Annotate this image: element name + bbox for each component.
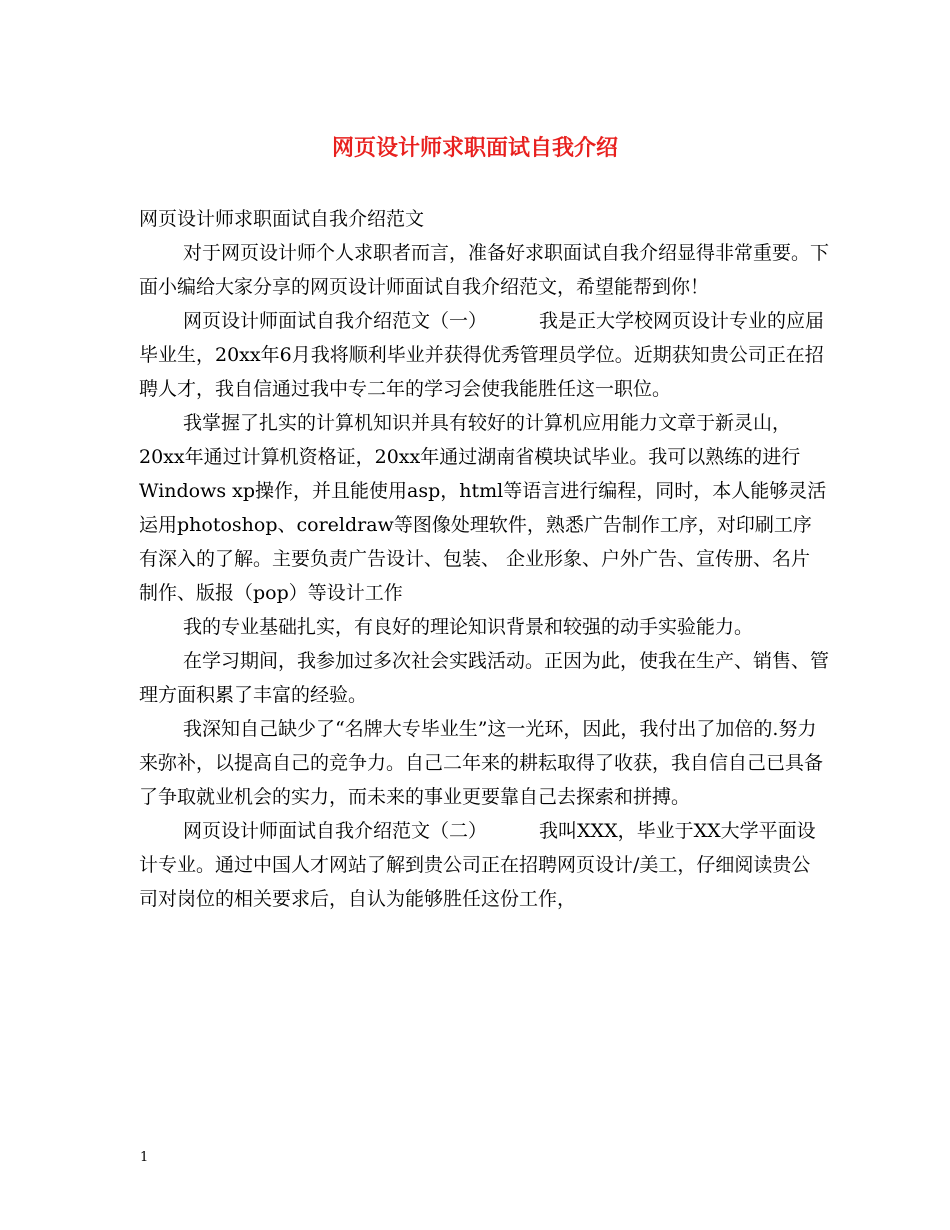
intro-paragraph: 对于网页设计师个人求职者而言，准备好求职面试自我介绍显得非常重要。下面小编给大家分享的网页设计师面试自我介绍范文，希望能帮到你！ bbox=[139, 242, 830, 298]
example1-heading: 网页设计师面试自我介绍范文（一） bbox=[183, 310, 488, 332]
skills-paragraph: 我掌握了扎实的计算机知识并具有较好的计算机应用能力文章于新灵山，20xx年通过计算机资格证，20xx年通过湖南省模块试毕业。我可以熟练的进行Windows xp操作，并且能使用asp，html等语言进行编程，同时，本人能够灵活运用photoshop、coreldraw等图像处理软件，熟悉广告制作工序，对印刷工序有深入的了解。主要负责广告设计、包装、 企业形象、户外广告、宣传册、名片制作、版报（pop）等设计工作 bbox=[139, 412, 827, 604]
document-subtitle: 网页设计师求职面试自我介绍范文 bbox=[139, 208, 425, 230]
foundation-paragraph: 我的专业基础扎实，有良好的理论知识背景和较强的动手实验能力。 bbox=[183, 616, 754, 638]
example2-text: 我叫XXX，毕业于XX大学平面设计专业。通过中国人才网站了解到贵公司正在招聘网页设计/美工，仔细阅读贵公司对岗位的相关要求后，自认为能够胜任这份工作， bbox=[139, 820, 816, 910]
example2-heading: 网页设计师面试自我介绍范文（二） bbox=[183, 820, 488, 842]
page-number: 1 bbox=[140, 1150, 149, 1165]
document-title: 网页设计师求职面试自我介绍 bbox=[331, 135, 618, 161]
practice-paragraph: 在学习期间，我参加过多次社会实践活动。正因为此，使我在生产、销售、管理方面积累了丰富的经验。 bbox=[139, 650, 830, 706]
example1-paragraph bbox=[139, 304, 829, 406]
example2-paragraph bbox=[139, 814, 829, 916]
example1-text: 我是正大学校网页设计专业的应届毕业生，20xx年6月我将顺利毕业并获得优秀管理员学位。近期获知贵公司正在招聘人才，我自信通过我中专二年的学习会使我能胜任这一职位。 bbox=[139, 310, 825, 400]
effort-paragraph: 我深知自己缺少了“名牌大专毕业生”这一光环，因此，我付出了加倍的.努力来弥补，以提高自己的竞争力。自己二年来的耕耘取得了收获，我自信自己已具备了争取就业机会的实力，而未来的事业更要靠自己去探索和拼搏。 bbox=[139, 718, 824, 808]
document-body bbox=[139, 202, 829, 916]
